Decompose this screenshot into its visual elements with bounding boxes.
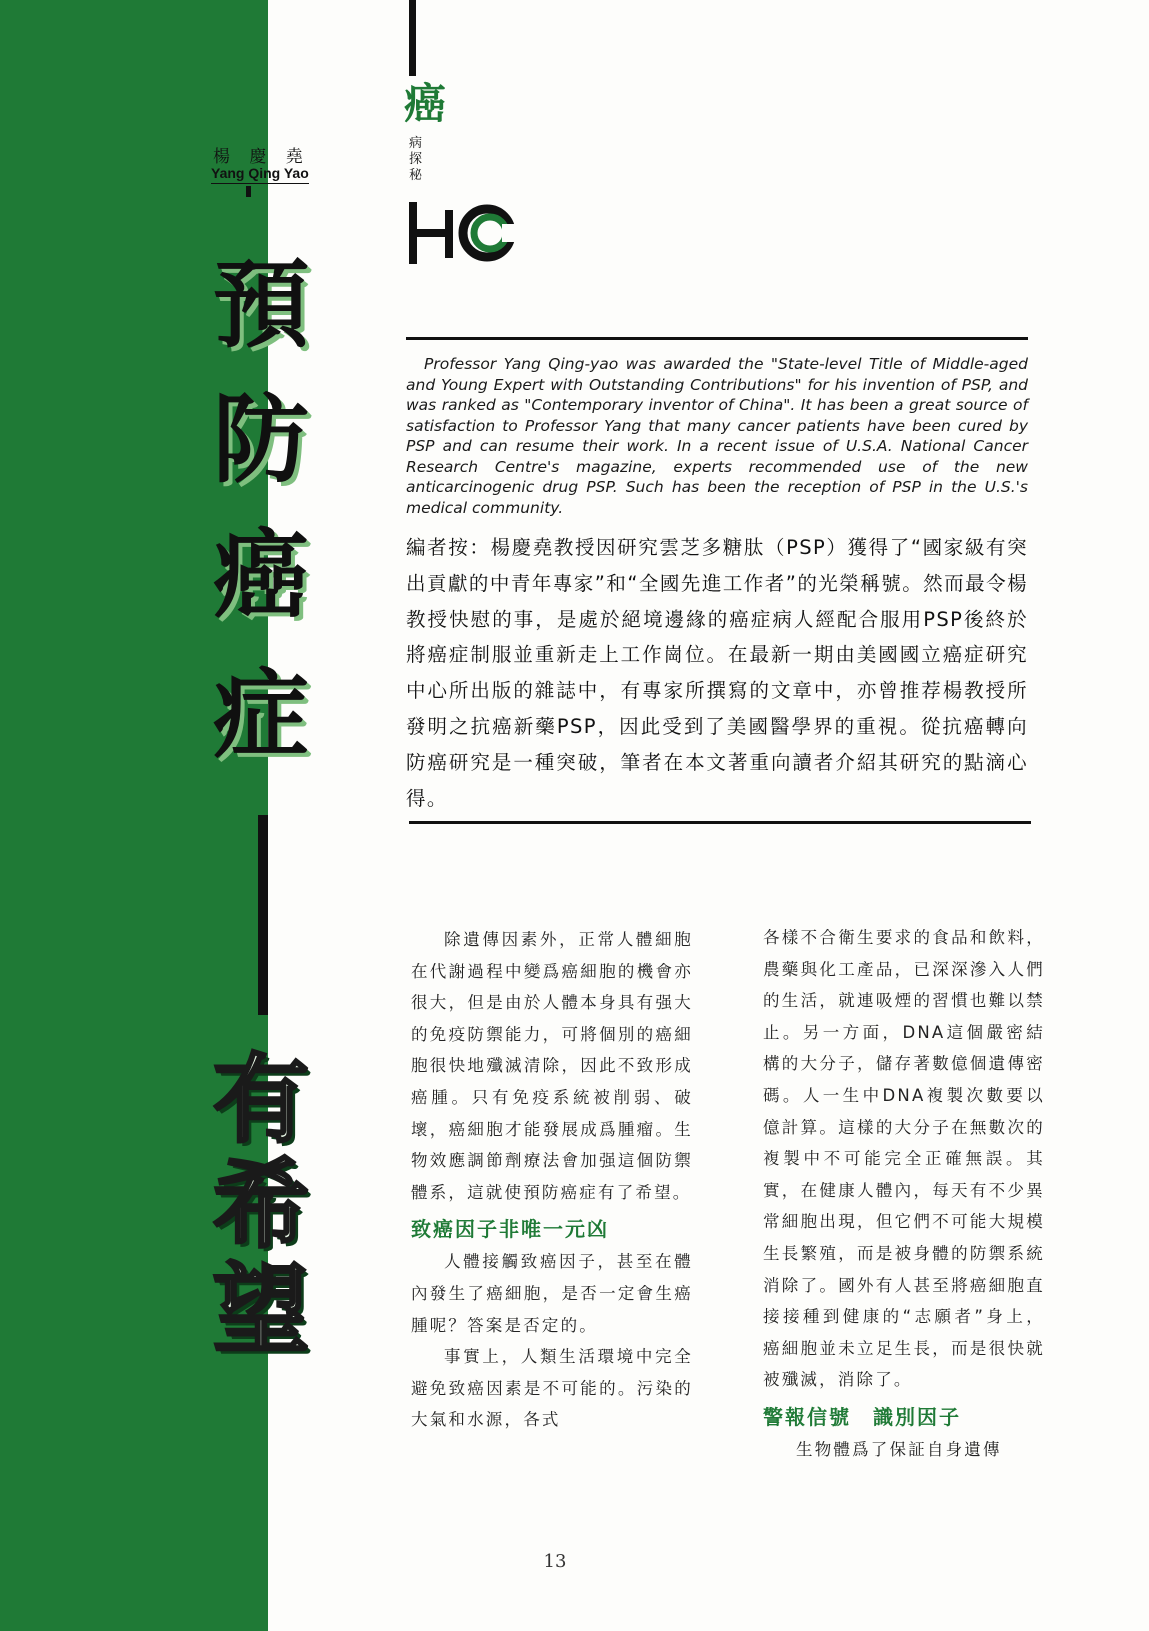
title-char-hope-2: 希 xyxy=(213,1149,309,1261)
section-bar xyxy=(409,0,416,76)
author-tick-mark xyxy=(246,186,251,197)
hc-logo-icon xyxy=(407,200,527,268)
title-char-1: 預 xyxy=(213,249,309,361)
title-char-2: 防 xyxy=(213,384,309,496)
page-number: 13 xyxy=(543,1551,567,1572)
body-paragraph: 各樣不合衛生要求的食品和飲料，農藥與化工產品，已深深滲入人們的生活，就連吸煙的習慣也難以禁止。另一方面，DNA這個嚴密結構的大分子，儲存著數億個遺傳密碼。人一生中DNA複製次數要以億計算。這樣的大分子在無數次的複製中不可能完全正確無誤。其實，在健康人體內，每天有不少異常細胞出現，但它們不可能大規模生長繁殖，而是被身體的防禦系統消除了。國外有人甚至將癌細胞直接接種到健康的“志願者”身上，癌細胞並未立足生長，而是很快就被殲滅，消除了。 xyxy=(763,928,1045,1390)
title-char-hope-1: 有 xyxy=(213,1044,309,1156)
body-paragraph: 事實上，人類生活環境中完全避免致癌因素是不可能的。污染的大氣和水源，各式 xyxy=(411,1347,693,1430)
body-paragraph: 人體接觸致癌因子，甚至在體內發生了癌細胞，是否一定會生癌腫呢？答案是否定的。 xyxy=(411,1252,693,1335)
section-title-char: 癌 xyxy=(404,79,447,128)
title-dash xyxy=(258,815,268,1015)
body-column-left xyxy=(411,924,693,1436)
green-sidebar-band xyxy=(0,0,268,1631)
body-paragraph: 生物體爲了保証自身遺傳 xyxy=(796,1439,1002,1459)
section-heading: 致癌因子非唯一元凶 xyxy=(411,1217,609,1242)
author-name-chinese: 楊 慶 堯 xyxy=(213,147,310,167)
title-char-3: 癌 xyxy=(213,519,309,631)
body-column-right xyxy=(763,922,1045,1466)
body-paragraph: 除遺傳因素外，正常人體細胞在代謝過程中變爲癌細胞的機會亦很大，但是由於人體本身具有强大的免疫防禦能力，可將個別的癌細胞很快地殲滅清除，因此不致形成癌腫。只有免疫系統被削弱、破壞，癌細胞才能發展成爲腫瘤。生物效應調節劑療法會加强這個防禦體系，這就使預防癌症有了希望。 xyxy=(411,930,693,1202)
rule-top xyxy=(406,337,1028,340)
rule-bottom xyxy=(409,821,1031,824)
title-char-hope-3: 望 xyxy=(213,1254,309,1366)
editor-note-chinese: 編者按：楊慶堯教授因研究雲芝多糖肽（PSP）獲得了“國家級有突出貢獻的中青年專家”和“全國先進工作者”的光榮稱號。然而最令楊教授快慰的事，是處於絕境邊緣的癌症病人經配合服用PSP後終於將癌症制服並重新走上工作崗位。在最新一期由美國國立癌症研究中心所出版的雜誌中，有專家所撰寫的文章中，亦曾推荐楊教授所發明之抗癌新藥PSP，因此受到了美國醫學界的重視。從抗癌轉向防癌研究是一種突破，筆者在本文著重向讀者介紹其研究的點滴心得。 xyxy=(406,536,1028,810)
section-subtitle: 病探秘 xyxy=(409,136,423,183)
abstract-english: Professor Yang Qing-yao was awarded the "State-level Title of Middle-aged and Young Expert with Outstanding Contributions" for his invention of PSP, and was ranked as "Contemporary inventor of China". It has been a great source of satisfaction to Professor Yang that many cancer patients have been cured by PSP and can resume their work. In a recent issue of U.S.A. National Cancer Research Centre's magazine, experts recommended use of the new anticarcinogenic drug PSP. Such has been the reception of PSP in the U.S.'s medical community. xyxy=(406,355,1028,517)
title-char-4: 症 xyxy=(213,659,309,771)
section-heading: 警報信號 識別因子 xyxy=(763,1404,961,1429)
author-name-english: Yang Qing Yao xyxy=(211,165,309,184)
